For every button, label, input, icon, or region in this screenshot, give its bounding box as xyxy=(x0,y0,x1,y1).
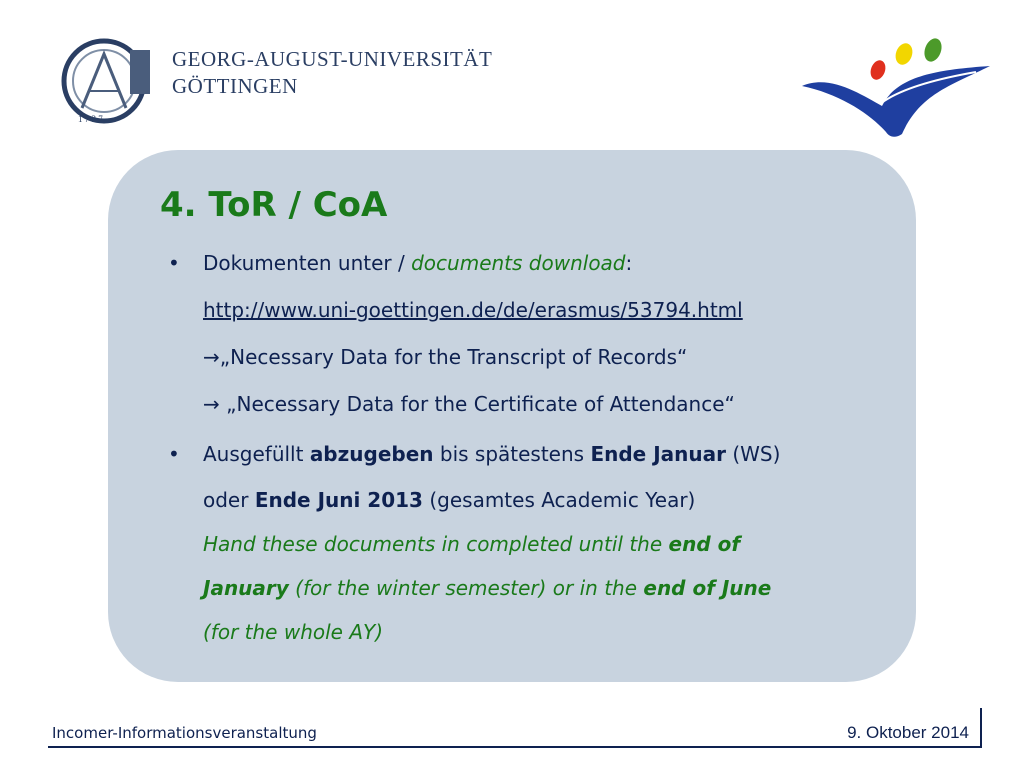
bullet-deadline: • Ausgefüllt abzugeben bis spätestens Ende Januar (WS) xyxy=(168,431,888,478)
footer-date: 9. Oktober 2014 xyxy=(847,723,969,742)
university-name-line2: GÖTTINGEN xyxy=(172,74,298,98)
svg-text:1 7 3 7: 1 7 3 7 xyxy=(78,114,103,124)
arrow-icon: → xyxy=(203,392,220,416)
bullet-symbol: • xyxy=(168,442,180,466)
arrow-line-tor: →„Necessary Data for the Transcript of Records“ xyxy=(203,345,688,369)
footer-event-name: Incomer-Informationsveranstaltung xyxy=(52,724,317,742)
arrow-icon: → xyxy=(203,345,220,369)
erasmus-logo xyxy=(800,34,992,140)
slide-header xyxy=(0,0,1024,140)
university-name xyxy=(172,46,492,100)
documents-download-text: documents download xyxy=(411,251,626,275)
footer-divider xyxy=(48,746,982,748)
english-line-2: January (for the winter semester) or in the end of June xyxy=(203,576,772,600)
university-name-line1: GEORG-AUGUST-UNIVERSITÄT xyxy=(172,47,493,71)
footer-vertical-rule xyxy=(980,708,982,748)
bullet-symbol: • xyxy=(168,251,180,275)
slide-title: 4. ToR / CoA xyxy=(160,185,388,225)
english-line-3: (for the whole AY) xyxy=(203,620,384,644)
bullet-documents: • Dokumenten unter / documents download: xyxy=(168,240,888,287)
english-line-1: Hand these documents in completed until the end of xyxy=(203,532,741,556)
university-seal-logo xyxy=(60,36,155,126)
slide-content xyxy=(168,240,888,654)
url-line xyxy=(168,287,888,334)
deadline-line-2: oder Ende Juni 2013 (gesamtes Academic Year) xyxy=(203,488,696,512)
arrow-line-coa: → „Necessary Data for the Certificate of Attendance“ xyxy=(203,392,735,416)
erasmus-url-link[interactable]: http://www.uni-goettingen.de/de/erasmus/53794.html xyxy=(203,298,743,322)
